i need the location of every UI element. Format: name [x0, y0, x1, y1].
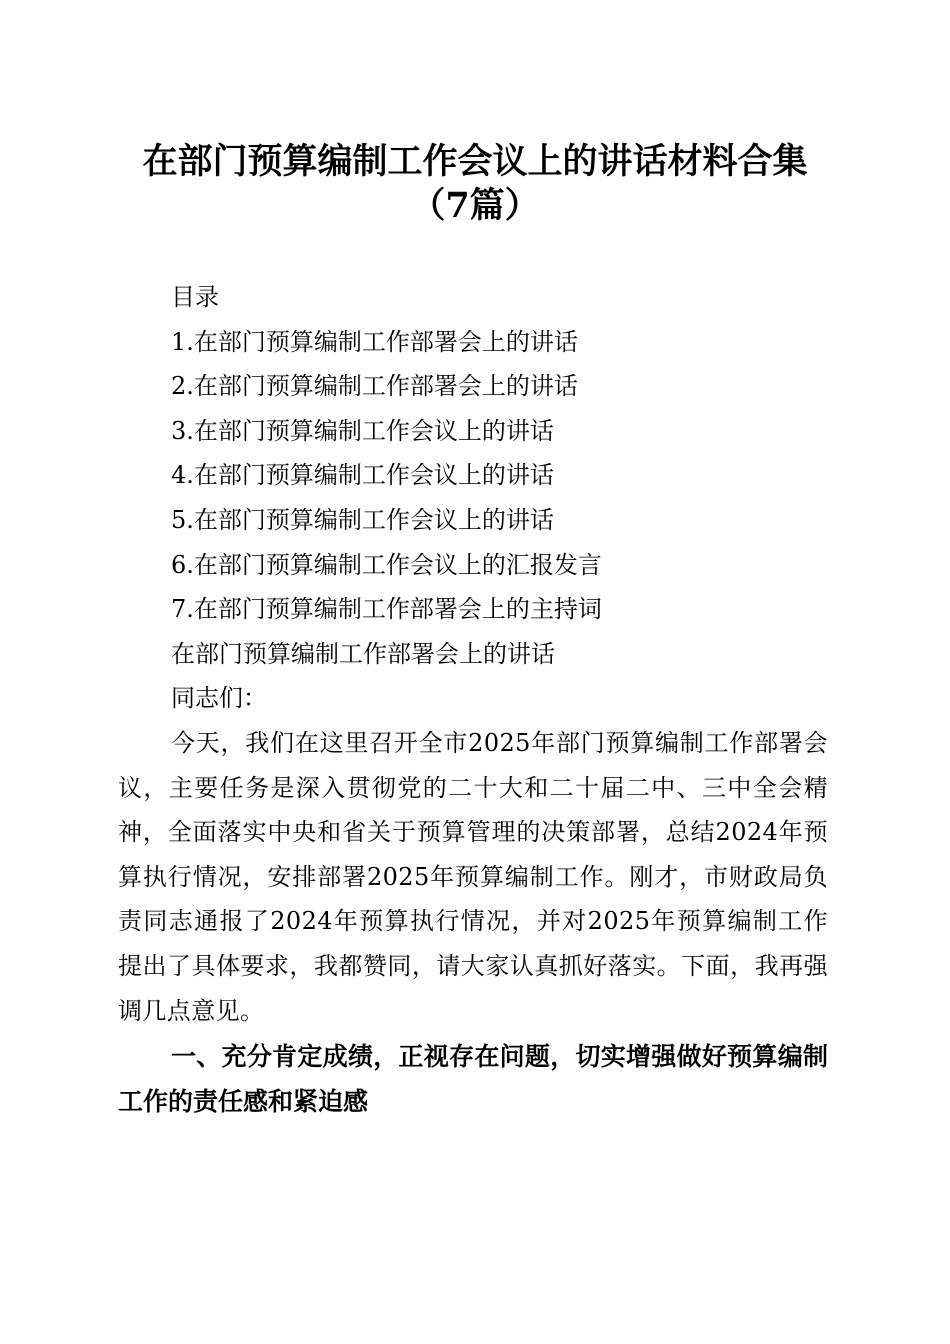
toc-item: 6.在部门预算编制工作会议上的汇报发言	[171, 551, 602, 579]
toc-heading: 目录	[171, 283, 219, 311]
toc-item: 3.在部门预算编制工作会议上的讲话	[171, 417, 554, 445]
section-heading: 一、充分肯定成绩，正视存在问题，切实增强做好预算编制工作的责任感和紧迫感	[118, 1042, 828, 1116]
toc-item: 2.在部门预算编制工作部署会上的讲话	[171, 372, 578, 400]
document-title: 在部门预算编制工作会议上的讲话材料合集	[142, 141, 808, 182]
speech-salutation: 同志们：	[171, 684, 267, 712]
document-title-count: （7篇）	[410, 185, 540, 226]
toc-item: 5.在部门预算编制工作会议上的讲话	[171, 506, 554, 534]
toc-item: 4.在部门预算编制工作会议上的讲话	[171, 461, 554, 489]
toc-item: 1.在部门预算编制工作部署会上的讲话	[171, 328, 578, 356]
speech-paragraph: 今天，我们在这里召开全市2025年部门预算编制工作部署会议，主要任务是深入贯彻党的二十大和二十届二中、三中全会精神，全面落实中央和省关于预算管理的决策部署，总结2024年预算执行情况，安排部署2025年预算编制工作。刚才，市财政局负责同志通报了2024年预算执行情况，并对2025年预算编制工作提出了具体要求，我都赞同，请大家认真抓好落实。下面，我再强调几点意见。	[118, 729, 828, 1025]
speech-title: 在部门预算编制工作部署会上的讲话	[171, 640, 555, 668]
toc-item: 7.在部门预算编制工作部署会上的主持词	[171, 595, 602, 623]
